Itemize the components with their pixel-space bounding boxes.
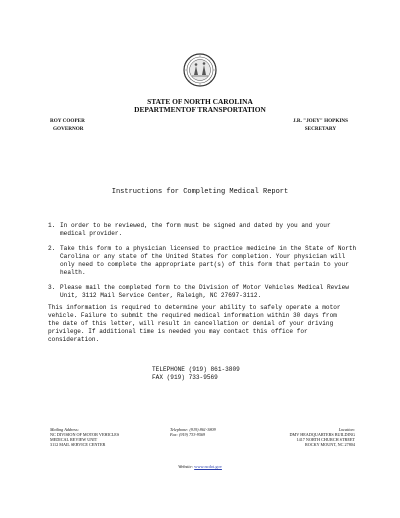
instruction-item (48, 284, 358, 300)
location-line: ROCKY MOUNT, NC 27804 (304, 442, 355, 447)
mailing-line: MEDICAL REVIEW UNIT (50, 437, 98, 442)
telephone-number: TELEPHONE (919) 861-3809 (152, 366, 240, 373)
footer-website (0, 464, 400, 469)
footer-mailing-address (50, 427, 119, 447)
instruction-number: 2. (48, 245, 56, 252)
footer-telephone: Telephone: (919) 861-3809 (170, 427, 216, 432)
fax-number: FAX (919) 733-9569 (152, 374, 218, 381)
instruction-number: 1. (48, 222, 56, 229)
contact-block (152, 366, 292, 382)
department-name: DEPARTMENTOF TRANSPORTATION (134, 105, 266, 114)
website-label: Website: (178, 464, 194, 469)
governor-title: GOVERNOR (53, 126, 84, 132)
report-title: Instructions for Completing Medical Report (111, 188, 289, 196)
instruction-text: Please mail the completed form to the Division of Motor Vehicles Medical Review Unit, 3112 Mail Service Center, Raleigh, NC 27697-3112. (60, 284, 349, 299)
instruction-item (48, 245, 358, 277)
mailing-label: Mailing Address: (50, 427, 79, 432)
governor-block (50, 117, 85, 133)
location-line: DMV HEADQUARTERS BUILDING (289, 432, 355, 437)
state-name: STATE OF NORTH CAROLINA (147, 97, 253, 106)
notice-paragraph: This information is required to determine your ability to safely operate a motor vehicle. Failure to submit the required medical information within 30 days from the date of this letter, will result in cancellation or denial of your driving privilege. If additional time is needed you may contact this office for consideration. (48, 304, 341, 343)
location-line: 1417 NORTH CHURCH STREET (296, 437, 355, 442)
location-label: Location: (338, 427, 355, 432)
state-seal-logo (183, 53, 217, 87)
footer-fax: Fax: (919) 733-9569 (170, 432, 206, 437)
footer-phone-block (170, 427, 216, 437)
instruction-text: In order to be reviewed, the form must be signed and dated by you and your medical provider. (60, 222, 331, 237)
instruction-number: 3. (48, 284, 56, 291)
mailing-line: NC DIVISION OF MOTOR VEHICLES (50, 432, 120, 437)
instructions-list (48, 222, 358, 307)
mailing-line: 3112 MAIL SERVICE CENTER (50, 442, 106, 447)
instruction-item (48, 222, 358, 238)
secretary-title: SECRETARY (304, 126, 337, 132)
secretary-block (293, 117, 348, 133)
website-link[interactable]: www.ncdot.gov (194, 464, 222, 469)
footer-location (289, 427, 355, 447)
secretary-name: J.R. "JOEY" HOPKINS (292, 118, 348, 124)
governor-name: ROY COOPER (50, 118, 85, 124)
instruction-text: Take this form to a physician licensed to practice medicine in the State of North Carolina or any state of the United States for completion. Your physician will only need to complete the appropriate part(s) of this form that pertain to your health. (60, 245, 357, 276)
